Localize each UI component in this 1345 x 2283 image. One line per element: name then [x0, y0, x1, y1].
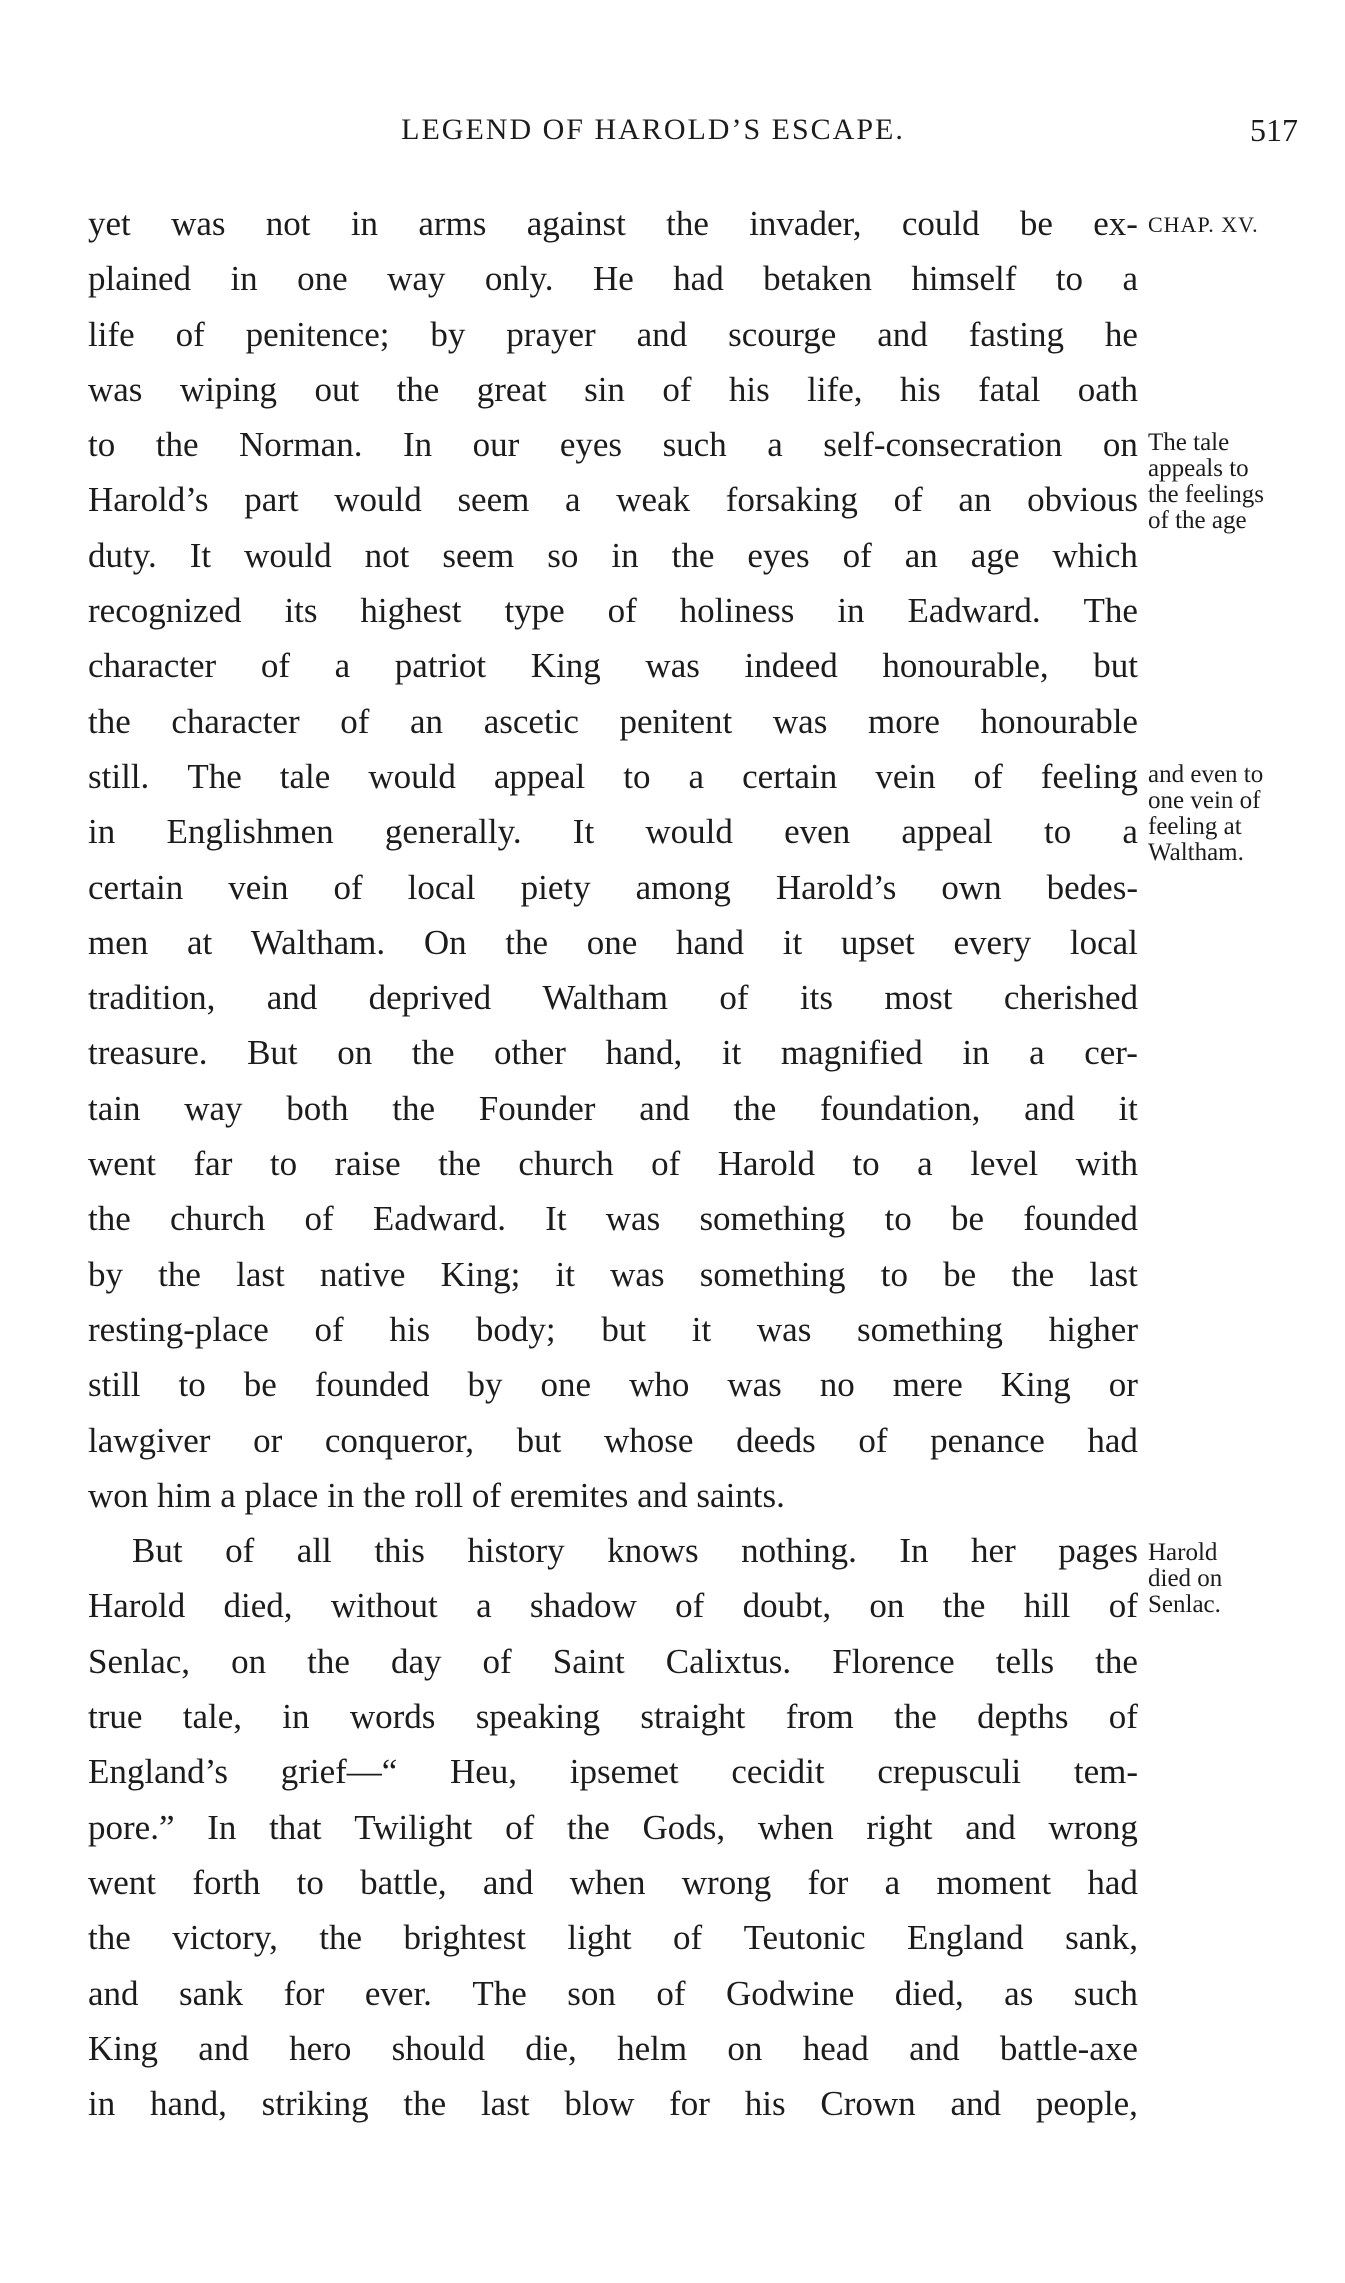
text-line: But of all this history knows nothing. In her pages — [132, 1531, 1138, 1571]
margin-note-line: feeling at — [1148, 813, 1242, 840]
margin-note-line: one vein of — [1148, 787, 1261, 814]
text-line: pore.” In that Twilight of the Gods, when right and wrong — [88, 1807, 1138, 1847]
text-line: recognized its highest type of holiness in Eadward. The — [88, 591, 1138, 631]
text-line: life of penitence; by prayer and scourge and fasting he — [88, 314, 1138, 354]
text-line: won him a place in the roll of eremites and saints. — [88, 1475, 785, 1515]
text-line: lawgiver or conqueror, but whose deeds of penance had — [88, 1420, 1138, 1460]
margin-note-line: Harold — [1148, 1539, 1218, 1566]
text-line: Senlac, on the day of Saint Calixtus. Florence tells the — [88, 1641, 1138, 1681]
margin-note-vein-of-feeling — [1148, 762, 1263, 866]
text-line: the church of Eadward. It was something to be founded — [88, 1199, 1138, 1239]
text-line: in Englishmen generally. It would even appeal to a — [88, 812, 1138, 852]
text-line: duty. It would not seem so in the eyes of an age which — [88, 535, 1138, 575]
text-line: men at Waltham. On the one hand it upset every local — [88, 922, 1138, 962]
text-line: still to be founded by one who was no mere King or — [88, 1365, 1138, 1405]
text-line: by the last native King; it was something to be the last — [88, 1254, 1138, 1294]
text-line: the character of an ascetic penitent was more honourable — [88, 701, 1138, 741]
text-line: resting-place of his body; but it was something higher — [88, 1309, 1138, 1349]
margin-note-chapter: CHAP. XV. — [1148, 212, 1259, 237]
text-line: to the Norman. In our eyes such a self-consecration on — [88, 425, 1138, 465]
text-line: true tale, in words speaking straight from the depths of — [88, 1697, 1138, 1737]
text-line: went far to raise the church of Harold to a level with — [88, 1144, 1138, 1184]
text-line: Harold died, without a shadow of doubt, on the hill of — [88, 1586, 1138, 1626]
text-line: tain way both the Founder and the foundation, and it — [88, 1088, 1138, 1128]
text-line: certain vein of local piety among Harold’s own bedes- — [88, 867, 1138, 907]
body-text — [88, 196, 1138, 2131]
margin-note-line: appeals to — [1148, 455, 1249, 482]
running-head — [88, 108, 1298, 152]
text-line: treasure. But on the other hand, it magnified in a cer- — [88, 1033, 1138, 1073]
margin-note-line: Waltham. — [1148, 839, 1244, 866]
text-line: the victory, the brightest light of Teutonic England sank, — [88, 1918, 1138, 1958]
margin-note-harold-died — [1148, 1540, 1222, 1618]
text-line: Harold’s part would seem a weak forsaking of an obvious — [88, 480, 1138, 520]
text-line: still. The tale would appeal to a certain vein of feeling — [88, 756, 1138, 796]
text-line: in hand, striking the last blow for his Crown and people, — [88, 2084, 1138, 2124]
text-line: was wiping out the great sin of his life, his fatal oath — [88, 369, 1138, 409]
text-line: plained in one way only. He had betaken himself to a — [88, 259, 1138, 299]
text-line: went forth to battle, and when wrong for a moment had — [88, 1862, 1138, 1902]
margin-note-line: the feelings — [1148, 481, 1264, 508]
text-line: yet was not in arms against the invader, could be ex- — [88, 204, 1138, 243]
running-title: LEGEND OF HAROLD’S ESCAPE. — [401, 113, 905, 146]
text-line: England’s grief—“ Heu, ipsemet cecidit crepusculi tem- — [88, 1752, 1138, 1792]
margin-note-line: and even to — [1148, 761, 1264, 788]
margin-note-line: died on — [1148, 1565, 1223, 1592]
text-line: and sank for ever. The son of Godwine died, as such — [88, 1973, 1138, 2013]
page-number: 517 — [1250, 112, 1298, 148]
margin-note-line: Senlac. — [1148, 1591, 1221, 1618]
text-line: character of a patriot King was indeed honourable, but — [88, 646, 1138, 686]
margin-note-tale-appeals — [1148, 430, 1264, 534]
text-line: tradition, and deprived Waltham of its most cherished — [88, 978, 1138, 1018]
margin-note-line: The tale — [1148, 429, 1230, 456]
margin-note-line: of the age — [1148, 507, 1247, 534]
text-line: King and hero should die, helm on head and battle-axe — [88, 2028, 1138, 2068]
